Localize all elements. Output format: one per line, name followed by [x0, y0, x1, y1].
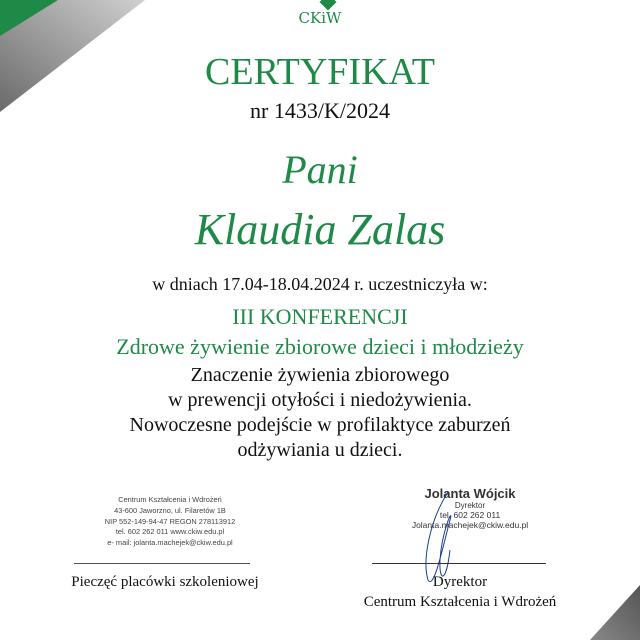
certificate-number: nr 1433/K/2024 — [250, 98, 390, 123]
event-name: III KONFERENCJI — [232, 304, 408, 329]
director-caption: Dyrektor — [432, 574, 488, 590]
signature-role: Dyrektor — [454, 501, 486, 510]
director-stamp — [380, 486, 560, 530]
certificate-title: CERTYFIKAT — [205, 51, 435, 93]
salutation: Pani — [282, 147, 358, 192]
signature-name: Jolanta Wójcik — [424, 486, 516, 501]
signature-email: Jolanta.machejek@ckiw.edu.pl — [411, 520, 529, 530]
event-line: odżywiania u dzieci. — [237, 439, 403, 461]
dates-line: w dniach 17.04-18.04.2024 r. uczestniczyła w: — [152, 274, 488, 294]
stamp-line: 43-600 Jaworzno, ul. Filaretów 1B — [114, 505, 226, 515]
director-institution: Centrum Kształcenia i Wdrożeń — [363, 594, 557, 610]
signature-divider — [372, 563, 546, 564]
stamp-line: e- mail: jolanta.machejek@ckiw.edu.pl — [107, 538, 233, 548]
event-subtitle: Zdrowe żywienie zbiorowe dzieci i młodzieży — [116, 334, 524, 359]
stamp-line: tel. 602 262 011 www.ckiw.edu.pl — [115, 527, 225, 537]
event-line: Znaczenie żywienia zbiorowego — [190, 364, 450, 386]
stamp-caption: Pieczęć placówki szkoleniowej — [71, 574, 259, 590]
stamp-line: NIP 552-149-94-47 REGON 278113912 — [104, 516, 236, 526]
stamp-divider — [74, 563, 250, 564]
logo-text: CKiW — [298, 9, 342, 27]
recipient-name: Klaudia Zalas — [194, 205, 446, 254]
institution-stamp — [60, 495, 280, 549]
signature-phone: tel. 602 262 011 — [439, 510, 501, 520]
event-line: w prewencji otyłości i niedożywienia. — [168, 389, 472, 411]
event-line: Nowoczesne podejście w profilaktyce zaburzeń — [129, 414, 511, 436]
stamp-line: Centrum Kształcenia i Wdrożeń — [118, 495, 222, 504]
